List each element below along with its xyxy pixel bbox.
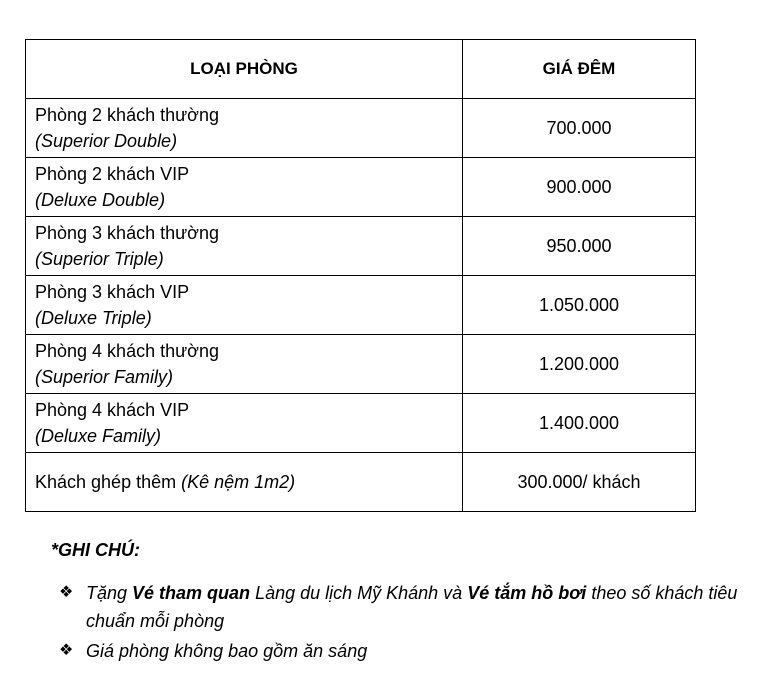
room-price: 950.000 xyxy=(463,217,696,276)
extra-guest-note: (Kê nệm 1m2) xyxy=(181,472,296,492)
room-name-en: (Deluxe Double) xyxy=(35,190,166,210)
note-text: theo số khách tiêu chuẩn mỗi phòng xyxy=(86,583,738,631)
note-text: Tặng xyxy=(86,583,133,603)
notes-section xyxy=(51,540,751,667)
note-item xyxy=(51,579,751,635)
note-item xyxy=(51,637,751,665)
header-room-type: LOẠI PHÒNG xyxy=(26,40,463,99)
room-name-vn: Phòng 3 khách VIP xyxy=(35,282,190,302)
room-type-cell xyxy=(26,217,463,276)
room-price: 900.000 xyxy=(463,158,696,217)
room-type-cell xyxy=(26,99,463,158)
room-price: 1.200.000 xyxy=(463,335,696,394)
room-price: 1.400.000 xyxy=(463,394,696,453)
note-text: Giá phòng không bao gồm ăn sáng xyxy=(86,641,368,661)
extra-guest-label: Khách ghép thêm xyxy=(35,472,182,492)
room-name-vn: Phòng 2 khách thường xyxy=(35,105,219,125)
room-type-cell xyxy=(26,158,463,217)
room-name-en: (Superior Double) xyxy=(35,131,178,151)
header-price: GIÁ ĐÊM xyxy=(463,40,696,99)
room-name-en: (Deluxe Family) xyxy=(35,426,162,446)
room-name-en: (Superior Family) xyxy=(35,367,174,387)
room-name-vn: Phòng 3 khách thường xyxy=(35,223,219,243)
notes-list xyxy=(51,579,751,665)
table-row xyxy=(26,99,696,158)
room-price: 700.000 xyxy=(463,99,696,158)
room-name-vn: Phòng 4 khách thường xyxy=(35,341,219,361)
room-name-vn: Phòng 2 khách VIP xyxy=(35,164,190,184)
extra-guest-price: 300.000/ khách xyxy=(463,453,696,512)
room-name-vn: Phòng 4 khách VIP xyxy=(35,400,190,420)
table-header-row xyxy=(26,40,696,99)
room-type-cell xyxy=(26,276,463,335)
room-name-en: (Deluxe Triple) xyxy=(35,308,152,328)
price-table xyxy=(25,39,696,512)
notes-title: *GHI CHÚ: xyxy=(51,540,140,560)
room-price: 1.050.000 xyxy=(463,276,696,335)
diamond-bullet-icon: ❖ xyxy=(59,584,74,601)
extra-guest-cell xyxy=(26,453,463,512)
table-row xyxy=(26,217,696,276)
table-row xyxy=(26,158,696,217)
extra-guest-row xyxy=(26,453,696,512)
room-type-cell xyxy=(26,335,463,394)
room-name-en: (Superior Triple) xyxy=(35,249,164,269)
table-row xyxy=(26,276,696,335)
note-text: Làng du lịch Mỹ Khánh và xyxy=(250,583,468,603)
room-type-cell xyxy=(26,394,463,453)
note-highlight: Vé tắm hồ bơi xyxy=(467,583,587,603)
diamond-bullet-icon: ❖ xyxy=(59,642,74,659)
table-row xyxy=(26,335,696,394)
note-highlight: Vé tham quan xyxy=(132,583,251,603)
table-row xyxy=(26,394,696,453)
